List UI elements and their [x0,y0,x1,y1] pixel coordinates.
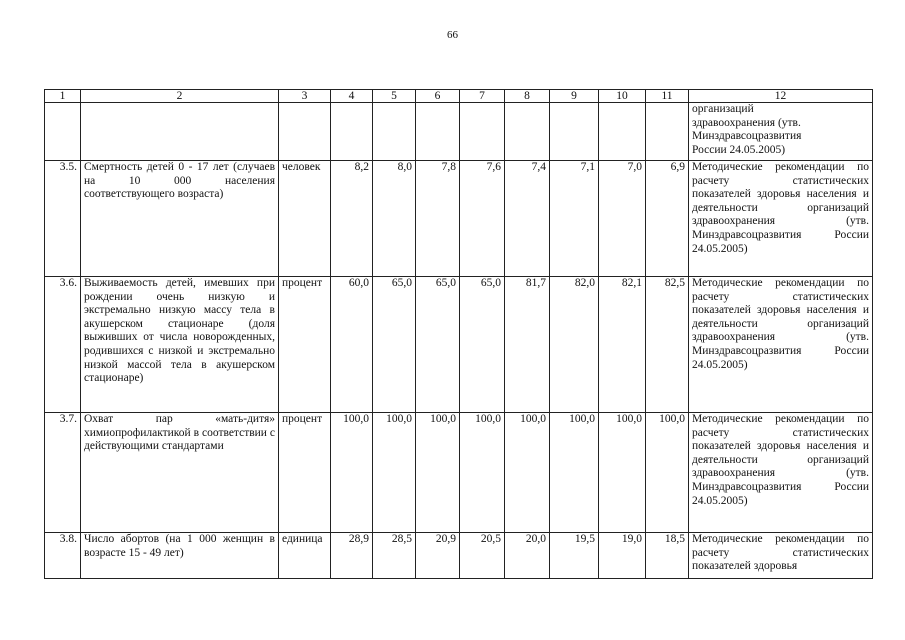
column-number-9: 9 [550,90,599,103]
column-number-7: 7 [460,90,505,103]
indicator-value: 20,0 [505,533,550,579]
column-number-8: 8 [505,90,550,103]
table-row [45,533,873,579]
indicator-unit: процент [279,413,331,533]
indicator-code: 3.7. [45,413,81,533]
column-number-3: 3 [279,90,331,103]
indicator-value: 20,9 [416,533,460,579]
table-row [45,413,873,533]
indicator-value: 7,0 [599,161,646,277]
indicator-unit: процент [279,277,331,413]
indicator-value: 18,5 [646,533,689,579]
column-number-2: 2 [81,90,279,103]
indicator-value: 100,0 [505,413,550,533]
indicator-value: 100,0 [331,413,373,533]
column-number-5: 5 [373,90,416,103]
table-row [45,161,873,277]
indicator-value: 20,5 [460,533,505,579]
indicator-value: 28,9 [331,533,373,579]
indicator-value: 82,5 [646,277,689,413]
indicator-value: 28,5 [373,533,416,579]
indicator-value: 7,8 [416,161,460,277]
indicator-value: 100,0 [460,413,505,533]
indicator-name: Число абортов (на 1 000 женщин в возрасте 15 - 49 лет) [81,533,279,579]
indicator-value: 81,7 [505,277,550,413]
indicator-name: Охват пар «мать-дитя» химиопрофилактикой в соответствии с действующими стандартами [81,413,279,533]
indicator-value: 7,4 [505,161,550,277]
indicator-value: 8,2 [331,161,373,277]
indicator-value: 65,0 [416,277,460,413]
column-number-1: 1 [45,90,81,103]
code-cell [45,103,81,161]
indicator-code: 3.5. [45,161,81,277]
indicator-unit: человек [279,161,331,277]
indicator-code: 3.6. [45,277,81,413]
continuation-row [45,103,873,161]
indicator-value: 82,1 [599,277,646,413]
column-number-row [45,90,873,103]
column-number-10: 10 [599,90,646,103]
indicator-name: Выживаемость детей, имевших при рождении очень низкую и экстремально низкую массу тела в акушерском стационаре (доля выживших от числа новорожденных, родившихся с низкой и экстремально низкой массой тела в акушерском стационаре) [81,277,279,413]
source-cell: организаций здравоохранения (утв. Минздравсоцразвития России 24.05.2005) [689,103,873,161]
indicator-value: 60,0 [331,277,373,413]
indicator-source: Методические рекомендации по расчету статистических показателей здоровья населения и деятельности организаций здравоохранения (утв. Минздравсоцразвития России 24.05.2005) [689,161,873,277]
indicator-value: 6,9 [646,161,689,277]
indicator-value: 19,0 [599,533,646,579]
indicators-table [44,89,873,579]
indicator-unit: единица [279,533,331,579]
unit-cell [279,103,331,161]
indicator-value: 8,0 [373,161,416,277]
column-number-12: 12 [689,90,873,103]
indicator-value: 7,1 [550,161,599,277]
indicator-value: 100,0 [416,413,460,533]
name-cell [81,103,279,161]
indicator-value: 19,5 [550,533,599,579]
indicator-value: 65,0 [460,277,505,413]
indicator-source: Методические рекомендации по расчету статистических показателей здоровья населения и деятельности организаций здравоохранения (утв. Минздравсоцразвития России 24.05.2005) [689,413,873,533]
column-number-4: 4 [331,90,373,103]
table-row [45,277,873,413]
indicator-value: 100,0 [599,413,646,533]
indicator-source: Методические рекомендации по расчету статистических показателей здоровья [689,533,873,579]
indicator-value: 65,0 [373,277,416,413]
indicator-source: Методические рекомендации по расчету статистических показателей здоровья населения и деятельности организаций здравоохранения (утв. Минздравсоцразвития России 24.05.2005) [689,277,873,413]
column-number-6: 6 [416,90,460,103]
indicator-value: 7,6 [460,161,505,277]
indicator-value: 100,0 [373,413,416,533]
indicator-value: 100,0 [550,413,599,533]
indicator-code: 3.8. [45,533,81,579]
page-number: 66 [447,29,458,41]
column-number-11: 11 [646,90,689,103]
indicator-value: 100,0 [646,413,689,533]
indicator-name: Смертность детей 0 - 17 лет (случаев на 10 000 населения соответствующего возраста) [81,161,279,277]
indicator-value: 82,0 [550,277,599,413]
